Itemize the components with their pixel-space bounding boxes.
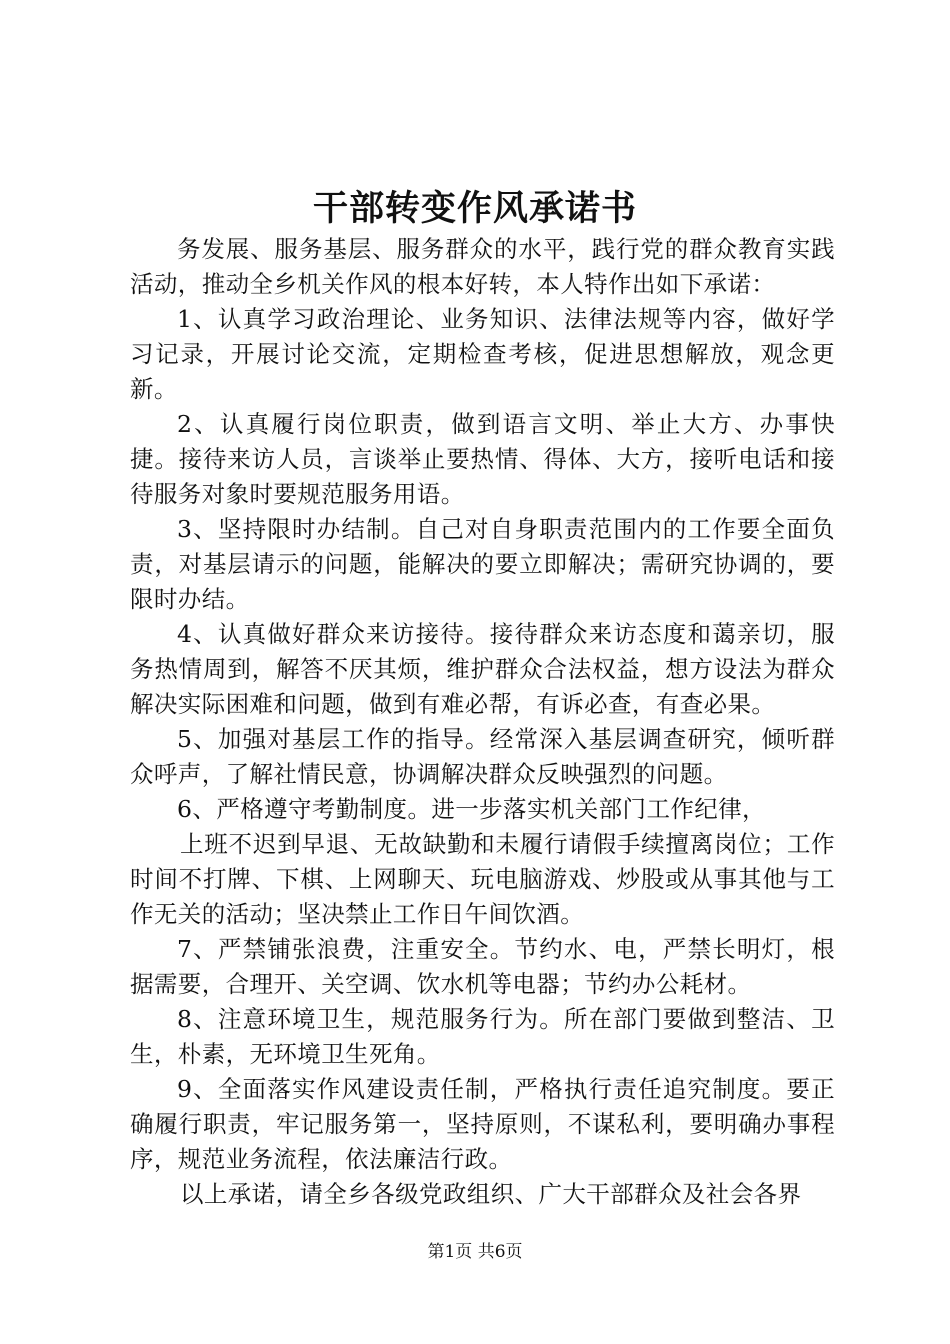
- commitment-6-paragraph: 6、严格遵守考勤制度。进一步落实机关部门工作纪律，: [177, 795, 766, 823]
- commitment-9-paragraph: 9、全面落实作风建设责任制，严格执行责任追究制度。要正确履行职责，牢记服务第一，坚持原则，不谋私利，要明确办事程序，规范业务流程，依法廉洁行政。: [130, 1075, 835, 1173]
- commitment-2-paragraph: 2、认真履行岗位职责，做到语言文明、举止大方、办事快捷。接待来访人员，言谈举止要热情、得体、大方，接听电话和接待服务对象时要规范服务用语。: [130, 410, 835, 508]
- commitment-1-paragraph: 1、认真学习政治理论、业务知识、法律法规等内容，做好学习记录，开展讨论交流，定期检查考核，促进思想解放，观念更新。: [130, 305, 835, 403]
- document-title: 干部转变作风承诺书: [312, 188, 637, 229]
- commitment-3-paragraph: 3、坚持限时办结制。自己对自身职责范围内的工作要全面负责，对基层请示的问题，能解决的要立即解决；需研究协调的，要限时办结。: [130, 515, 835, 613]
- closing-paragraph: 以上承诺，请全乡各级党政组织、广大干部群众及社会各界: [180, 1180, 802, 1208]
- commitment-4-paragraph: 4、认真做好群众来访接待。接待群众来访态度和蔼亲切，服务热情周到，解答不厌其烦，维护群众合法权益，想方设法为群众解决实际困难和问题，做到有难必帮，有诉必查，有查必果。: [130, 620, 835, 718]
- commitment-8-paragraph: 8、注意环境卫生，规范服务行为。所在部门要做到整洁、卫生，朴素，无环境卫生死角。: [130, 1005, 835, 1068]
- commitment-6-continued-paragraph: 上班不迟到早退、无故缺勤和未履行请假手续擅离岗位；工作时间不打牌、下棋、上网聊天、玩电脑游戏、炒股或从事其他与工作无关的活动；坚决禁止工作日午间饮酒。: [130, 830, 835, 928]
- commitment-7-paragraph: 7、严禁铺张浪费，注重安全。节约水、电，严禁长明灯，根据需要，合理开、关空调、饮水机等电器；节约办公耗材。: [130, 935, 835, 998]
- page-number-footer: 第1页 共6页: [427, 1242, 523, 1262]
- intro-paragraph: 务发展、服务基层、服务群众的水平，践行党的群众教育实践活动，推动全乡机关作风的根本好转，本人特作出如下承诺：: [130, 235, 835, 298]
- commitment-5-paragraph: 5、加强对基层工作的指导。经常深入基层调查研究，倾听群众呼声，了解社情民意，协调解决群众反映强烈的问题。: [130, 725, 835, 788]
- document-body: [130, 232, 835, 1212]
